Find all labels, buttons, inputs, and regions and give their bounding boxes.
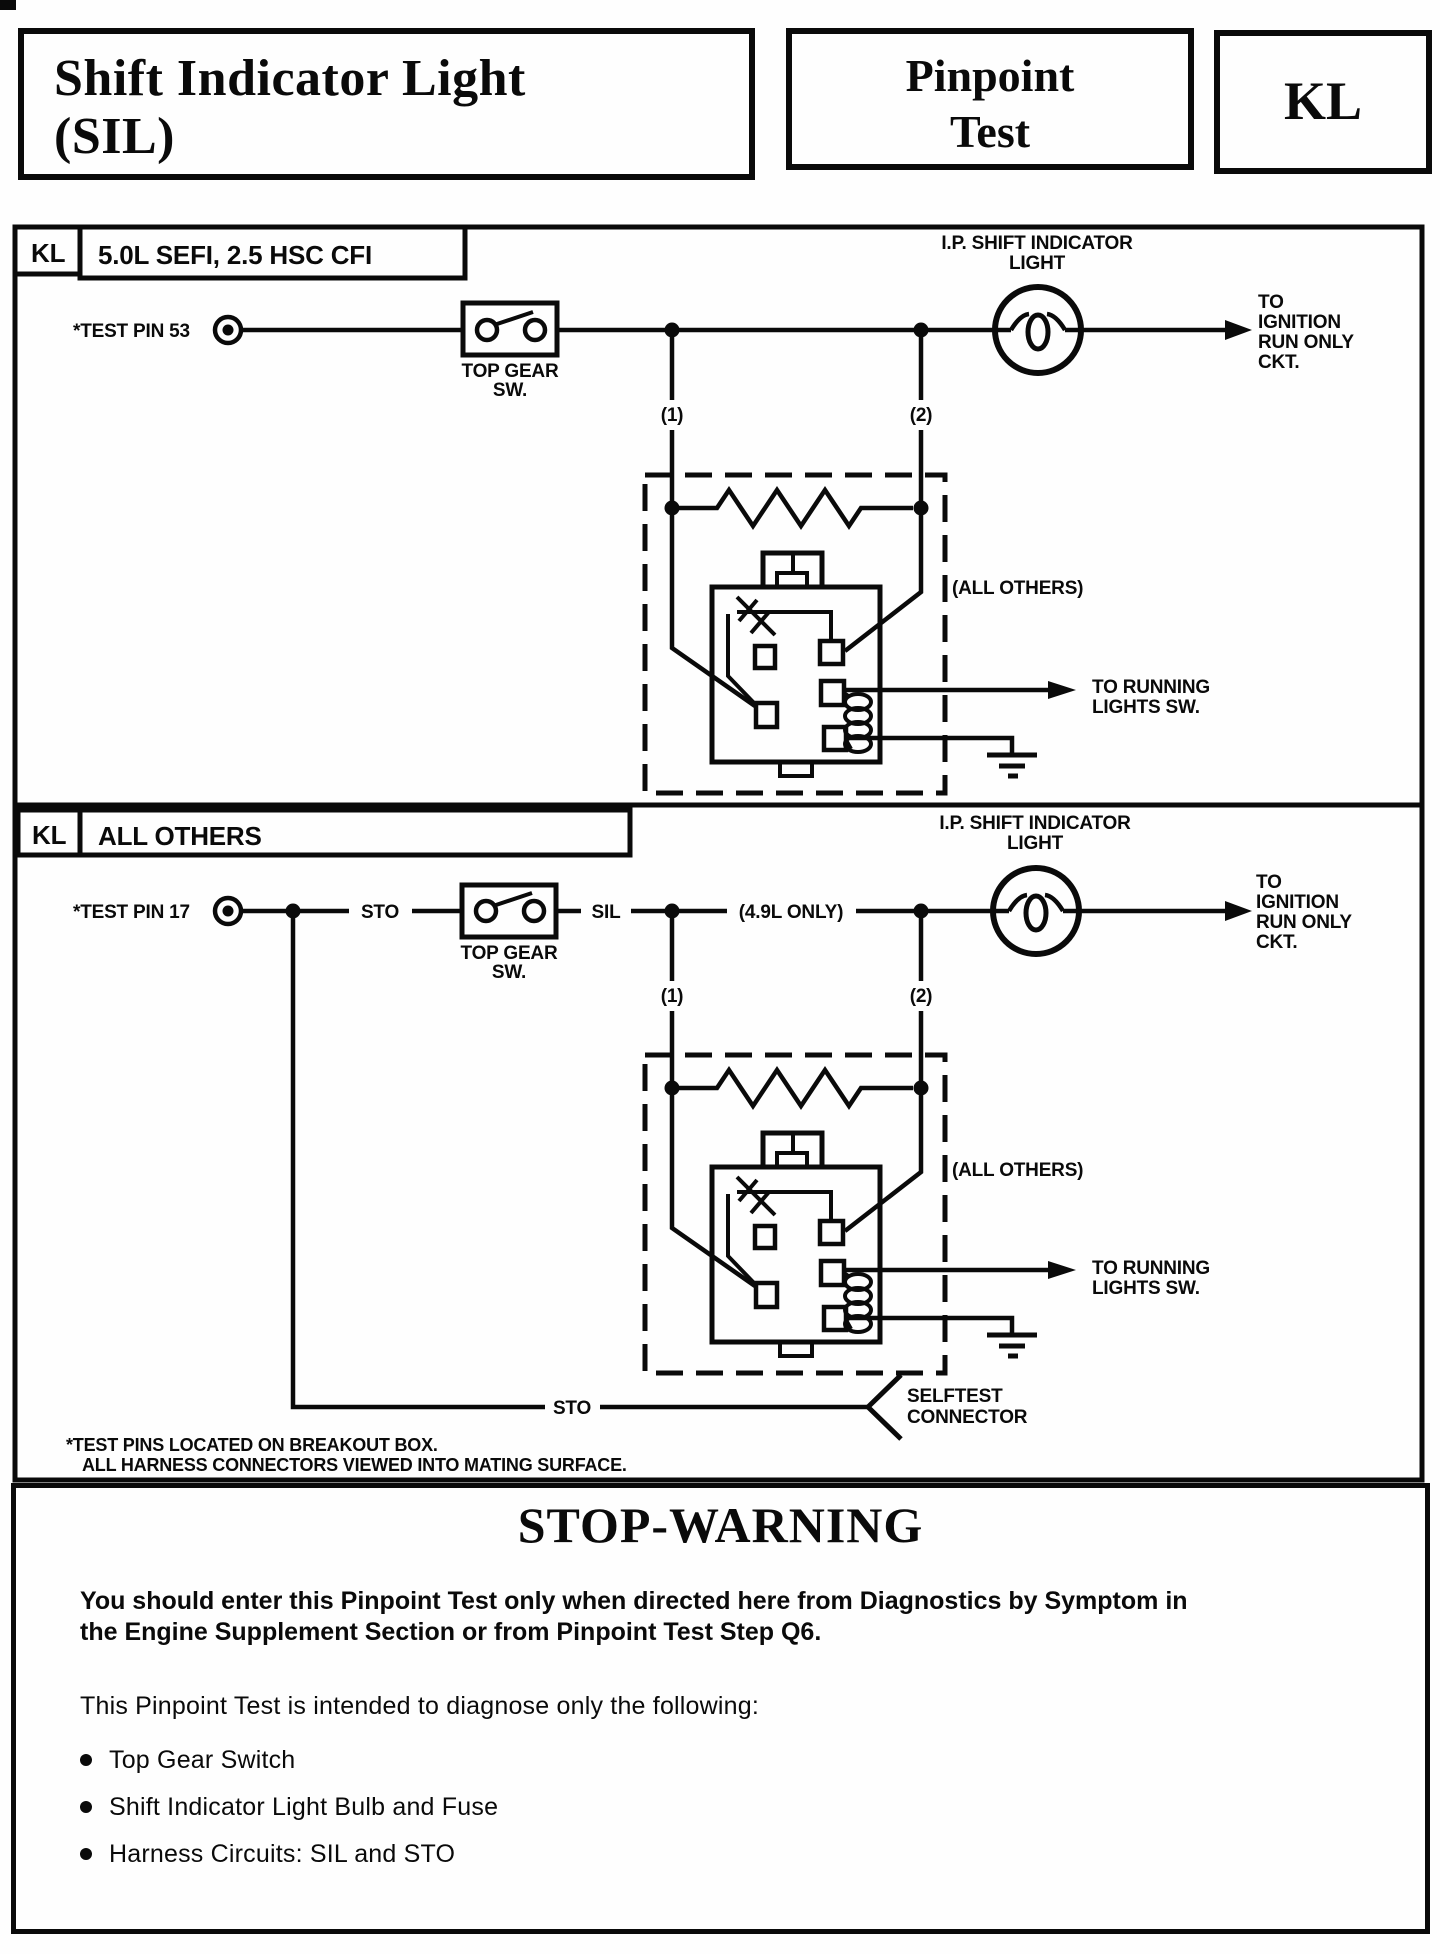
sto-bottom-label: STO (552, 1398, 592, 1419)
node1-label: (1) (660, 405, 684, 426)
junction-dot (665, 323, 680, 338)
section-tag: KL (32, 820, 67, 850)
pinpoint-test-line1: Pinpoint (905, 50, 1075, 101)
warning-bullet-item (80, 1840, 1425, 1869)
warning-para1-line2: the Engine Supplement Section or from Pinpoint Test Step Q6. (80, 1617, 822, 1646)
pinpoint-test-line2: Test (949, 106, 1031, 158)
top-gear-label: TOP GEAR (460, 943, 558, 964)
node2-label: (2) (909, 405, 933, 426)
diagram-all-others (18, 810, 1352, 1439)
junction-dot (914, 904, 929, 919)
arrow-right-icon (1225, 320, 1252, 340)
selftest-label2: CONNECTOR (907, 1407, 1028, 1428)
switch-contact (525, 320, 545, 340)
all-others-label: (ALL OTHERS) (952, 578, 1084, 599)
warning-bullet-item (80, 1793, 1425, 1822)
sil-inline-label: SIL (591, 902, 621, 923)
ignition-label3: RUN ONLY (1256, 912, 1352, 933)
top-gear-label2: SW. (491, 962, 527, 983)
lamp-label2: LIGHT (1007, 833, 1063, 854)
junction-dot (914, 323, 929, 338)
ignition-label4: CKT. (1256, 932, 1298, 953)
lamp-label2: LIGHT (1009, 253, 1065, 274)
relay-module (645, 475, 1076, 793)
diagram-5_0l-sefi (15, 227, 1354, 793)
switch-contact (524, 901, 544, 921)
section-variant: ALL OTHERS (98, 821, 262, 851)
all-others-label: (ALL OTHERS) (952, 1160, 1084, 1181)
ignition-label4: CKT. (1258, 352, 1300, 373)
bulb-filament-loop (1028, 315, 1048, 349)
bullet-text: Top Gear Switch (109, 1745, 296, 1774)
footnote-line2: ALL HARNESS CONNECTORS VIEWED INTO MATING SURFACE. (82, 1455, 627, 1475)
running-lights-label1: TO RUNNING (1092, 677, 1210, 698)
page-title-line2: (SIL) (54, 108, 175, 166)
top-gear-label2: SW. (492, 380, 528, 401)
warning-intro: This Pinpoint Test is intended to diagnose only the following: (80, 1692, 760, 1720)
bullet-text: Harness Circuits: SIL and STO (109, 1839, 456, 1868)
selftest-connector-icon (868, 1375, 901, 1439)
warning-title: STOP-WARNING (517, 1497, 924, 1553)
running-lights-label1: TO RUNNING (1092, 1258, 1210, 1279)
lamp-label1: I.P. SHIFT INDICATOR (939, 813, 1131, 834)
bullet-dot-icon (80, 1754, 92, 1766)
sto-wire (293, 918, 545, 1407)
relay-module (645, 1055, 1076, 1373)
selftest-label1: SELFTEST (907, 1386, 1003, 1407)
ignition-label1: TO (1256, 872, 1282, 893)
warning-para1-line1: You should enter this Pinpoint Test only when directed here from Diagnostics by Symptom in (80, 1587, 1188, 1615)
test-pin-terminal-dot (223, 906, 234, 917)
node1-label: (1) (660, 986, 684, 1007)
section-variant: 5.0L SEFI, 2.5 HSC CFI (98, 240, 372, 270)
bullet-text: Shift Indicator Light Bulb and Fuse (109, 1792, 499, 1821)
lamp-label1: I.P. SHIFT INDICATOR (941, 233, 1133, 254)
sto-inline-label: STO (360, 902, 400, 923)
top-gear-label: TOP GEAR (461, 361, 559, 382)
warning-paragraph (16, 1586, 1425, 1647)
test-pin-label: *TEST PIN 53 (73, 321, 190, 342)
footnote-line1: *TEST PINS LOCATED ON BREAKOUT BOX. (66, 1435, 438, 1455)
bulb-filament-loop (1026, 896, 1046, 930)
ignition-label3: RUN ONLY (1258, 332, 1354, 353)
bullet-dot-icon (80, 1801, 92, 1813)
section-tag: KL (31, 238, 66, 268)
ignition-label1: TO (1258, 292, 1284, 313)
stop-warning-section (11, 1483, 1430, 1934)
four-nine-only-label: (4.9L ONLY) (738, 902, 844, 923)
ignition-label2: IGNITION (1258, 312, 1341, 333)
warning-bullet-item (80, 1746, 1425, 1775)
running-lights-label2: LIGHTS SW. (1092, 1278, 1200, 1299)
warning-bullet-list (16, 1746, 1425, 1869)
running-lights-label2: LIGHTS SW. (1092, 697, 1200, 718)
test-pin-terminal-dot (223, 325, 234, 336)
bullet-dot-icon (80, 1848, 92, 1860)
test-pin-label: *TEST PIN 17 (73, 902, 190, 923)
junction-dot (286, 904, 301, 919)
arrow-right-icon (1225, 901, 1252, 921)
page-title-line1: Shift Indicator Light (54, 50, 526, 107)
ignition-label2: IGNITION (1256, 892, 1339, 913)
node2-label: (2) (909, 986, 933, 1007)
section-code: KL (1283, 71, 1363, 131)
junction-dot (665, 904, 680, 919)
